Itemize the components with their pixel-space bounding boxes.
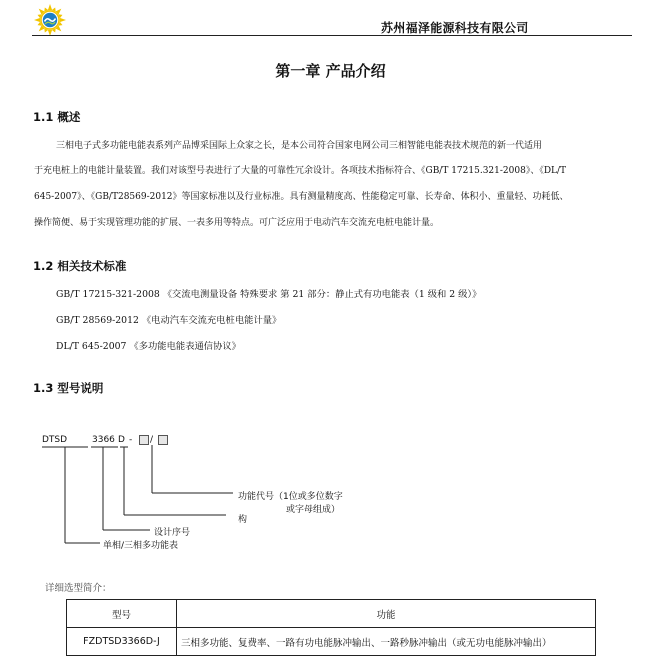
column-header-model: 型号: [67, 600, 177, 628]
column-header-function: 功能: [177, 600, 596, 628]
overview-line-4: 操作简便、易于实现管理功能的扩展、一表多用等特点。可广泛应用于电动汽车交流充电桩电能计量。: [34, 218, 440, 228]
header-rule: [32, 35, 632, 36]
standard-item: GB/T 17215-321-2008 《交流电测量设备 特殊要求 第 21 部分：静止式有功电能表（1 级和 2 级）》: [56, 289, 482, 300]
placeholder-box: [139, 435, 149, 445]
table-row: [67, 628, 596, 656]
model-spec-table: [66, 599, 596, 656]
model-suffix: D: [118, 435, 125, 445]
section-heading-overview: 1.1 概述: [33, 110, 81, 124]
placeholder-box: [158, 435, 168, 445]
label-function-code-tail: 构: [238, 515, 248, 525]
label-phase-type: 单相/三相多功能表: [103, 541, 179, 551]
label-function-code: 功能代号（1位或多位数字: [238, 492, 343, 502]
model-number: 3366: [92, 435, 115, 445]
model-slash: /: [150, 435, 154, 445]
model-prefix: DTSD: [42, 435, 68, 445]
company-name: 苏州福泽能源科技有限公司: [381, 21, 529, 35]
cell-model: FZDTSD3366D-J: [67, 628, 177, 656]
label-design-number: 设计序号: [154, 528, 191, 538]
section-heading-model: 1.3 型号说明: [33, 381, 104, 395]
overview-line-1: 三相电子式多功能电能表系列产品博采国际上众家之长，是本公司符合国家电网公司三相智能电能表技术规范的新一代适用: [56, 141, 543, 151]
sun-logo-icon: [33, 3, 67, 37]
model-dash: -: [129, 435, 133, 445]
cell-function: 三相多功能、复费率、一路有功电能脉冲输出、一路秒脉冲输出（或无功电能脉冲输出）: [177, 628, 596, 656]
selection-intro-label: 详细选型简介：: [45, 583, 112, 594]
chapter-title: 第一章 产品介绍: [275, 62, 386, 80]
standard-item: GB/T 28569-2012 《电动汽车交流充电桩电能计量》: [56, 315, 282, 326]
table-header-row: [67, 600, 596, 628]
standard-item: DL/T 645-2007 《多功能电能表通信协议》: [56, 341, 241, 352]
section-heading-standards: 1.2 相关技术标准: [33, 259, 127, 273]
label-function-code-cont: 或字母组成）: [286, 505, 341, 515]
overview-line-2: 于充电桩上的电能计量装置。我们对该型号表进行了大量的可靠性冗余设计。各项技术指标符合、《GB/T 17215.321-2008》、《DL/T: [34, 166, 567, 176]
overview-line-3: 645-2007》、《GB/T28569-2012》等国家标准以及行业标准。具有测量精度高、性能稳定可靠、长寿命、体积小、重量轻、功耗低、: [34, 192, 569, 202]
